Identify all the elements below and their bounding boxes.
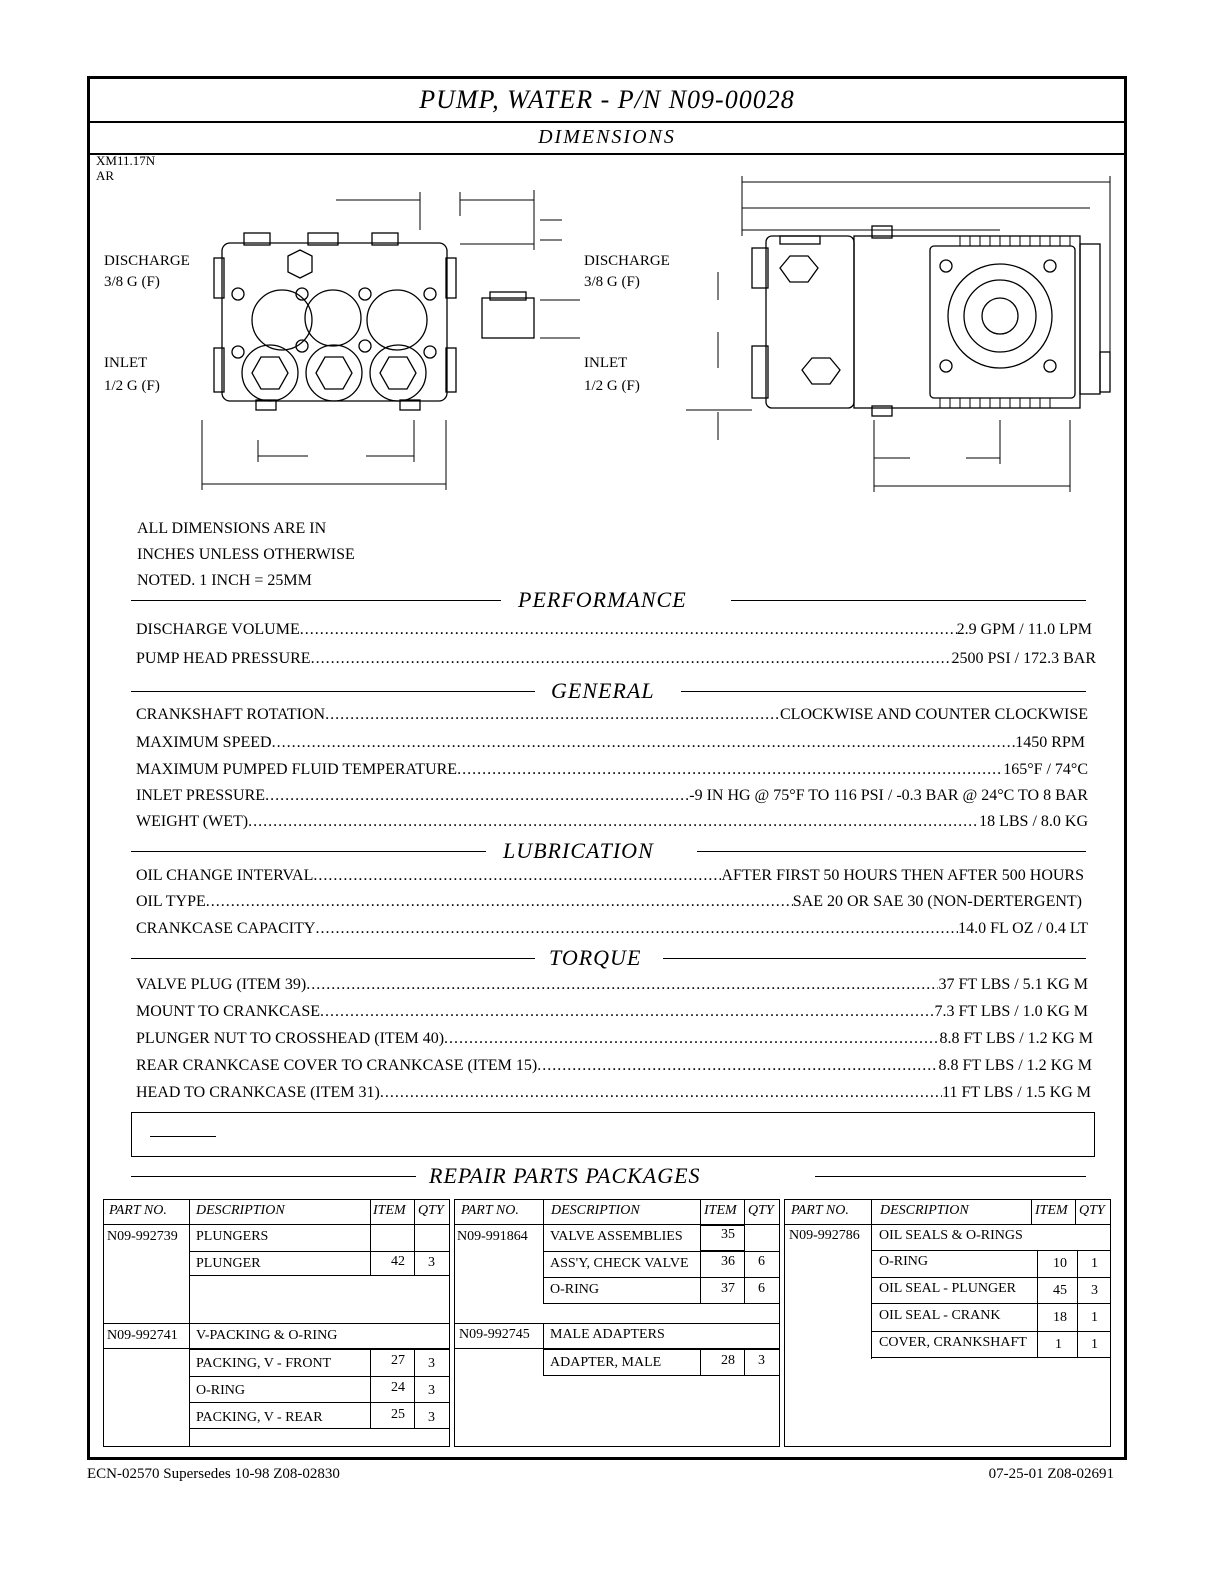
drawing-code-2: AR [96,168,115,183]
item-qty: 3 [1091,1283,1098,1298]
item-description: ADAPTER, MALE [550,1355,662,1370]
right-inlet-size: 1/2 G (F) [584,378,640,394]
general-heading: GENERAL [547,676,659,706]
spec-row: MAXIMUM SPEED ..... 1450 RPM [136,732,1085,754]
lubrication-heading: LUBRICATION [499,836,658,866]
torque-section-heading [131,943,1096,973]
left-inlet-label: INLET [104,355,148,371]
spec-row: WEIGHT (WET) ..... 18 LBS / 8.0 KG [136,811,1088,833]
item-qty: 6 [758,1254,765,1269]
item-number: 27 [391,1353,405,1368]
col-header-qty: QTY [748,1203,774,1218]
item-number: 18 [1053,1310,1067,1325]
item-number: 37 [721,1281,735,1296]
col-header-qty: QTY [418,1203,444,1218]
item-description: ASS'Y, CHECK VALVE [550,1256,689,1271]
item-description: O-RING [196,1383,245,1398]
col-header-desc: DESCRIPTION [551,1203,640,1218]
col-header-item: ITEM [373,1203,406,1218]
item-description: PACKING, V - FRONT [196,1356,332,1371]
item-number: 10 [1053,1256,1067,1271]
item-number: 24 [391,1380,405,1395]
package-description: OIL SEALS & O-RINGS [879,1228,1023,1243]
item-qty: 1 [1091,1256,1098,1271]
col-header-part: PART NO. [791,1203,849,1218]
item-description: OIL SEAL - PLUNGER [879,1281,1017,1296]
side-view-dimensions [686,176,1110,492]
col-header-part: PART NO. [109,1203,167,1218]
item-description: OIL SEAL - CRANK [879,1308,1001,1323]
item-qty: 3 [428,1356,435,1371]
item-qty: 1 [1091,1310,1098,1325]
part-number: N09-992739 [107,1229,178,1244]
item-qty: 3 [428,1255,435,1270]
front-view-dimensions [202,190,580,490]
right-inlet-label: INLET [584,355,628,371]
item-number: 35 [721,1227,735,1242]
item-number: 36 [721,1254,735,1269]
performance-heading: PERFORMANCE [514,585,691,615]
item-number: 25 [391,1407,405,1422]
item-description: PLUNGER [196,1256,261,1271]
col-header-desc: DESCRIPTION [196,1203,285,1218]
left-discharge-size: 3/8 G (F) [104,274,160,290]
item-qty: 3 [428,1383,435,1398]
package-description: V-PACKING & O-RING [196,1328,338,1343]
spec-row: CRANKSHAFT ROTATION ..... CLOCKWISE AND COUNTER CLOCKWISE [136,704,1088,726]
item-number: 42 [391,1254,405,1269]
footer-right: 07-25-01 Z08-02691 [988,1466,1114,1482]
spec-row: VALVE PLUG (ITEM 39) ..... 37 FT LBS / 5.1 KG M [136,974,1088,996]
performance-section-heading [131,585,1096,615]
col-header-item: ITEM [704,1203,737,1218]
right-discharge-size: 3/8 G (F) [584,274,640,290]
part-number: N09-992745 [459,1327,530,1342]
item-description: O-RING [879,1254,928,1269]
item-number: 45 [1053,1283,1067,1298]
drawing-code-1: XM11.17N [96,153,156,168]
torque-heading: TORQUE [545,943,645,973]
spec-row: MAXIMUM PUMPED FLUID TEMPERATURE ..... 165°F / 74°C [136,759,1088,781]
col-header-item: ITEM [1035,1203,1068,1218]
spec-row: OIL TYPE ..... SAE 20 OR SAE 30 (NON-DERTERGENT) [136,891,1082,913]
spec-row: CRANKCASE CAPACITY ..... 14.0 FL OZ / 0.4 LT [136,918,1088,940]
spec-row: REAR CRANKCASE COVER TO CRANKCASE (ITEM 15) ..... 8.8 FT LBS / 1.2 KG M [136,1055,1092,1077]
repair-heading: REPAIR PARTS PACKAGES [425,1161,705,1191]
repair-section-heading [131,1161,1096,1191]
item-qty: 1 [1091,1337,1098,1352]
item-description: O-RING [550,1282,599,1297]
package-description: PLUNGERS [196,1229,269,1244]
pump-front-view [214,233,534,410]
item-description: PACKING, V - REAR [196,1410,323,1425]
item-qty: 3 [428,1410,435,1425]
dimensions-heading: DIMENSIONS [90,121,1124,155]
col-header-qty: QTY [1079,1203,1105,1218]
spec-row: DISCHARGE VOLUME ..... 2.9 GPM / 11.0 LPM [136,619,1092,641]
note-box [131,1112,1095,1157]
spec-row: INLET PRESSURE ..... -9 IN HG @ 75°F TO 116 PSI / -0.3 BAR @ 24°C TO 8 BAR [136,785,1088,807]
spec-row: PUMP HEAD PRESSURE ..... 2500 PSI / 172.3 BAR [136,648,1096,670]
right-discharge-label: DISCHARGE [584,253,670,269]
item-qty: 3 [758,1353,765,1368]
item-qty: 6 [758,1281,765,1296]
item-number: 28 [721,1353,735,1368]
package-description: VALVE ASSEMBLIES [550,1229,683,1244]
col-header-desc: DESCRIPTION [880,1203,969,1218]
package-description: MALE ADAPTERS [550,1327,665,1342]
pump-side-view [752,226,1110,416]
item-description: COVER, CRANKSHAFT [879,1335,1027,1350]
part-number: N09-992786 [789,1228,860,1243]
left-discharge-label: DISCHARGE [104,253,190,269]
col-header-part: PART NO. [461,1203,519,1218]
left-inlet-size: 1/2 G (F) [104,378,160,394]
spec-row: PLUNGER NUT TO CROSSHEAD (ITEM 40) ..... 8.8 FT LBS / 1.2 KG M [136,1028,1093,1050]
part-number: N09-991864 [457,1229,528,1244]
spec-row: HEAD TO CRANKCASE (ITEM 31) ..... 11 FT LBS / 1.5 KG M [136,1082,1091,1104]
dim-note-line-2: INCHES UNLESS OTHERWISE [137,546,355,563]
item-number: 1 [1055,1337,1062,1352]
general-section-heading [131,676,1096,706]
footer-left: ECN-02570 Supersedes 10-98 Z08-02830 [87,1466,340,1482]
spec-row: MOUNT TO CRANKCASE ..... 7.3 FT LBS / 1.0 KG M [136,1001,1088,1023]
dim-note-line-1: ALL DIMENSIONS ARE IN [137,520,327,537]
pump-drawing [0,0,1224,520]
lubrication-section-heading [131,836,1096,866]
dim-note-line-3: NOTED. 1 INCH = 25MM [137,572,312,589]
part-number: N09-992741 [107,1328,178,1343]
page-title: PUMP, WATER - P/N N09-00028 [90,79,1124,123]
spec-row: OIL CHANGE INTERVAL ..... AFTER FIRST 50 HOURS THEN AFTER 500 HOURS [136,865,1084,887]
